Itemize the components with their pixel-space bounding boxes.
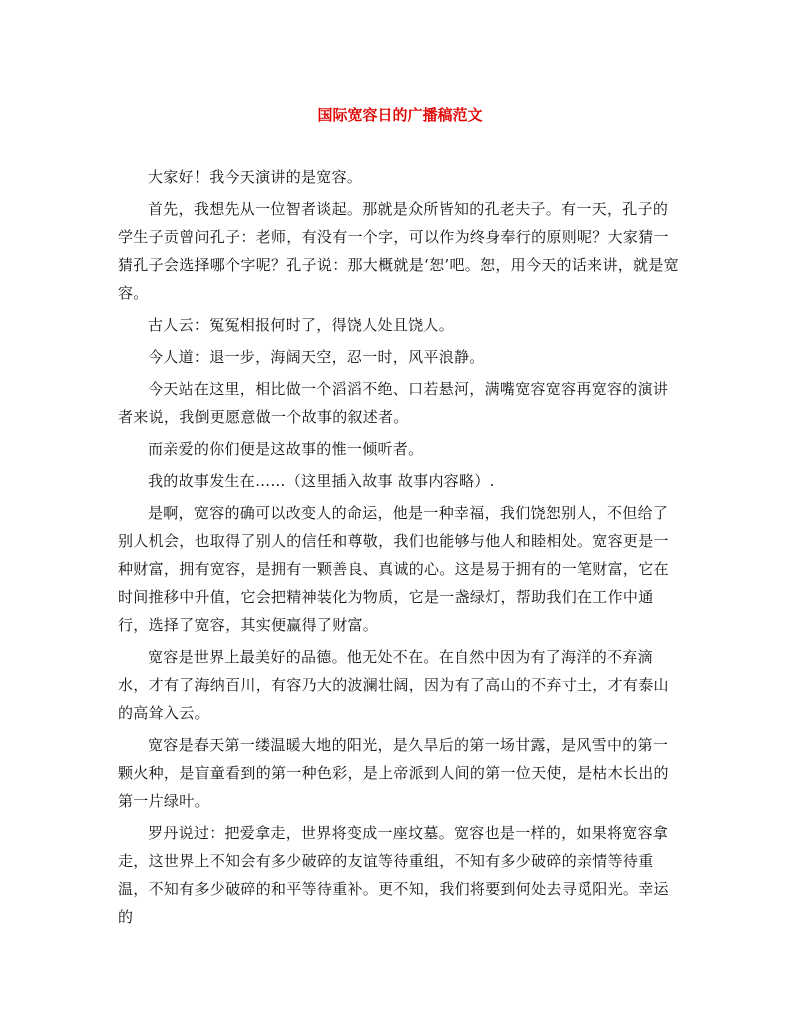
paragraph: 宽容是春天第一缕温暖大地的阳光，是久旱后的第一场甘露，是风雪中的第一颗火种，是盲童看到的第一种色彩，是上帝派到人间的第一位天使，是枯木长出的第一片绿叶。 <box>118 736 669 810</box>
paragraph: 罗丹说过：把爱拿走，世界将变成一座坟墓。宽容也是一样的，如果将宽容拿走，这世界上不知会有多少破碎的友谊等待重组，不知有多少破碎的亲情等待重温，不知有多少破碎的和平等待重补。更不知，我们将要到何处去寻觅阳光。幸运的 <box>118 824 669 926</box>
paragraph: 今天站在这里，相比做一个滔滔不绝、口若悬河，满嘴宽容宽容再宽容的演讲者来说，我倒更愿意做一个故事的叙述者。 <box>118 380 669 426</box>
paragraph: 宽容是世界上最美好的品德。他无处不在。在自然中因为有了海洋的不弃滴水，才有了海纳百川，有容乃大的波澜壮阔，因为有了高山的不弃寸土，才有泰山的高耸入云。 <box>118 648 669 722</box>
document-body <box>118 163 682 935</box>
paragraph: 大家好！我今天演讲的是宽容。 <box>148 168 363 186</box>
document-title: 国际宽容日的广播稿范文 <box>317 106 483 124</box>
paragraph: 是啊，宽容的确可以改变人的命运，他是一种幸福，我们饶恕别人，不但给了别人机会，也取得了别人的信任和尊敬，我们也能够与他人和睦相处。宽容更是一种财富，拥有宽容，是拥有一颗善良、真诚的心。这是易于拥有的一笔财富，它在时间推移中升值，它会把精神装化为物质，它是一盏绿灯，帮助我们在工作中通行，选择了宽容，其实便赢得了财富。 <box>118 504 669 634</box>
paragraph: 古人云：冤冤相报何时了，得饶人处且饶人。 <box>148 316 455 334</box>
paragraph: 今人道：退一步，海阔天空，忍一时，风平浪静。 <box>148 348 485 366</box>
paragraph: 我的故事发生在……（这里插入故事 故事内容略）. <box>148 472 495 490</box>
paragraph: 首先，我想先从一位智者谈起。那就是众所皆知的孔老夫子。有一天，孔子的学生子贡曾问孔子：老师，有没有一个字，可以作为终身奉行的原则呢？大家猜一猜孔子会选择哪个字呢？孔子说：那大概就是‘恕’吧。恕，用今天的话来讲，就是宽容。 <box>118 200 679 302</box>
paragraph: 而亲爱的你们便是这故事的惟一倾听者。 <box>148 440 424 458</box>
